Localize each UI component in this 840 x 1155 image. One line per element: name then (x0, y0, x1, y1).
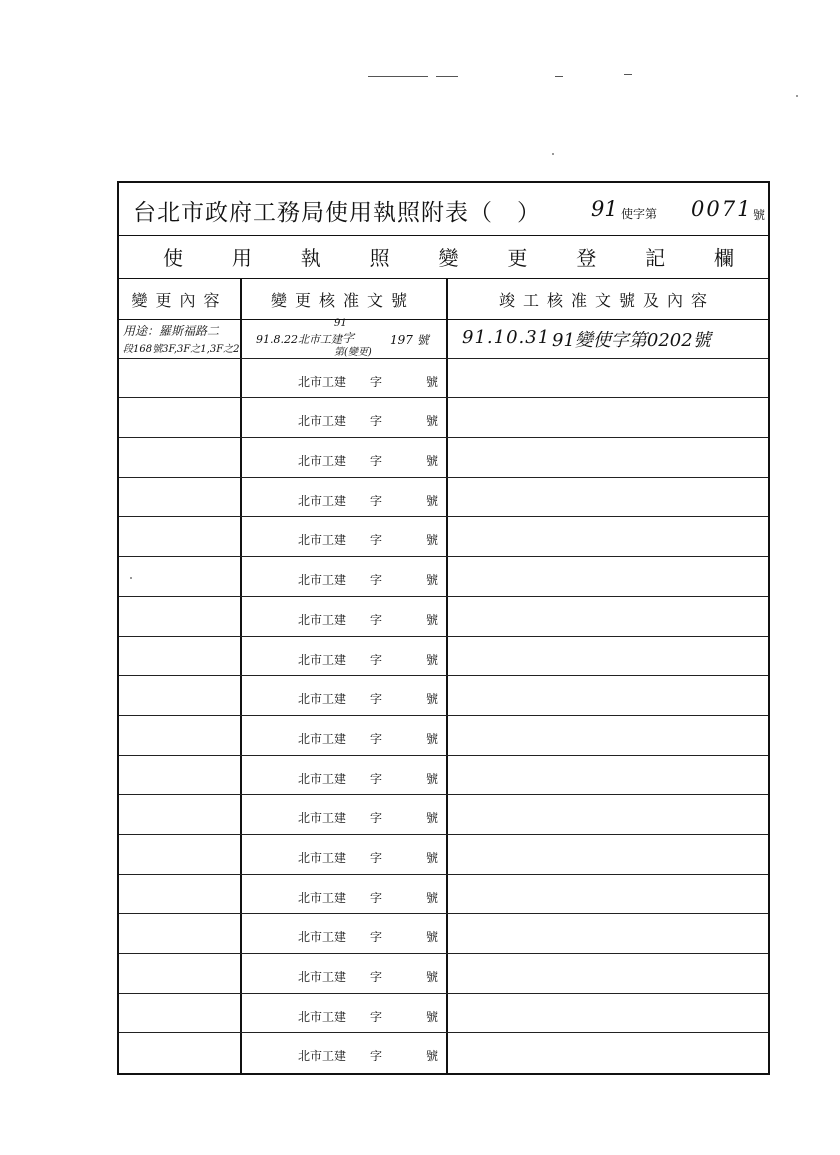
completion-cell (446, 795, 768, 834)
row-prefix: 北市工建 (298, 414, 347, 429)
row-prefix: 北市工建 (298, 493, 347, 508)
row-hao: 號 (426, 454, 439, 469)
completion-cell (446, 676, 768, 715)
row-prefix: 北市工建 (298, 811, 347, 826)
change-content-cell (119, 954, 240, 993)
row-prefix: 北市工建 (298, 454, 347, 469)
row-hao: 號 (426, 731, 439, 746)
approval-number-cell (240, 676, 446, 715)
table-row (119, 954, 768, 994)
handwritten-content-line1: 用途：羅斯福路二 (123, 324, 220, 338)
row-zi: 字 (370, 731, 383, 746)
handwritten-content-line2: 段168號3F,3F之1,3F之2 (123, 344, 240, 355)
row-hao: 號 (426, 1049, 439, 1064)
change-register-heading (119, 235, 768, 279)
table-row (119, 637, 768, 677)
row-zi: 字 (370, 493, 383, 508)
row-zi: 字 (370, 652, 383, 667)
change-content-cell (119, 438, 240, 477)
approval-number-cell (240, 478, 446, 517)
approval-number-cell (240, 875, 446, 914)
change-content-cell (119, 319, 240, 358)
handwritten-approval-note: 第(變更) (334, 347, 372, 358)
row-hao: 號 (426, 811, 439, 826)
header-completion-approval: 竣工核准文號及內容 (498, 290, 715, 310)
usage-license-attachment-form (117, 181, 770, 1075)
completion-cell (446, 398, 768, 437)
approval-number-cell (240, 795, 446, 834)
completion-cell (446, 835, 768, 874)
change-content-cell (119, 835, 240, 874)
row-prefix: 北市工建 (298, 692, 347, 707)
completion-cell (446, 359, 768, 398)
change-content-cell (119, 517, 240, 556)
table-row (119, 517, 768, 557)
change-content-cell (119, 597, 240, 636)
table-row (119, 319, 768, 359)
row-hao: 號 (426, 771, 439, 786)
heading-char: 變 (438, 246, 459, 270)
column-header-row (119, 279, 768, 320)
row-hao: 號 (426, 573, 439, 588)
completion-cell (446, 994, 768, 1033)
row-prefix: 北市工建 (298, 652, 347, 667)
header-change-approval-no: 變更核准文號 (270, 290, 415, 310)
row-hao: 號 (426, 930, 439, 945)
completion-cell (446, 517, 768, 556)
completion-cell (446, 716, 768, 755)
handwritten-serial: 0071 (691, 197, 753, 221)
form-title-row (119, 183, 768, 236)
table-row (119, 1033, 768, 1073)
handwritten-approval-number: 197 號 (390, 333, 429, 347)
row-prefix: 北市工建 (298, 771, 347, 786)
heading-char: 使 (163, 246, 183, 270)
heading-char: 照 (369, 246, 390, 270)
heading-char: 記 (645, 246, 666, 270)
row-prefix: 北市工建 (298, 1049, 347, 1064)
handwritten-completion-date: 91.10.31 (462, 327, 551, 348)
approval-number-cell (240, 438, 446, 477)
row-zi: 字 (370, 533, 383, 548)
change-content-cell (119, 676, 240, 715)
row-zi: 字 (370, 414, 383, 429)
heading-char: 更 (507, 246, 528, 270)
form-title: 台北市政府工務局使用執照附表（ ） (133, 200, 541, 226)
row-hao: 號 (426, 850, 439, 865)
row-zi: 字 (370, 374, 383, 389)
completion-cell (446, 954, 768, 993)
completion-cell (446, 438, 768, 477)
row-hao: 號 (426, 533, 439, 548)
row-prefix: 北市工建 (298, 1009, 347, 1024)
header-change-content: 變更內容 (131, 290, 228, 310)
heading-char: 用 (231, 246, 252, 270)
handwritten-year: 91 (591, 197, 618, 221)
change-content-cell (119, 557, 240, 596)
row-zi: 字 (370, 850, 383, 865)
approval-number-cell (240, 954, 446, 993)
row-hao: 號 (426, 493, 439, 508)
table-row (119, 716, 768, 756)
completion-cell (446, 637, 768, 676)
change-content-cell (119, 994, 240, 1033)
row-hao: 號 (426, 692, 439, 707)
heading-char: 執 (300, 246, 321, 270)
approval-number-cell (240, 359, 446, 398)
row-prefix: 北市工建 (298, 533, 347, 548)
completion-cell (446, 875, 768, 914)
table-row (119, 597, 768, 637)
register-rows (119, 319, 768, 1073)
row-prefix: 北市工建 (298, 850, 347, 865)
row-zi: 字 (370, 573, 383, 588)
approval-number-cell (240, 914, 446, 953)
row-zi: 字 (370, 811, 383, 826)
row-zi: 字 (370, 692, 383, 707)
row-hao: 號 (426, 612, 439, 627)
row-zi: 字 (370, 890, 383, 905)
change-content-cell (119, 875, 240, 914)
row-zi: 字 (370, 1009, 383, 1024)
row-zi: 字 (370, 771, 383, 786)
completion-cell (446, 1033, 768, 1073)
table-row (119, 875, 768, 915)
approval-number-cell (240, 716, 446, 755)
approval-number-cell (240, 398, 446, 437)
row-prefix: 北市工建 (298, 890, 347, 905)
handwritten-approval-year: 91 (334, 318, 347, 329)
completion-cell (446, 319, 768, 358)
row-zi: 字 (370, 930, 383, 945)
heading-char: 登 (576, 246, 597, 270)
license-word-label: 使字第 (621, 207, 658, 221)
change-content-cell (119, 478, 240, 517)
change-content-cell (119, 756, 240, 795)
approval-number-cell (240, 557, 446, 596)
row-zi: 字 (370, 612, 383, 627)
row-prefix: 北市工建 (298, 612, 347, 627)
row-zi: 字 (370, 1049, 383, 1064)
approval-number-cell (240, 597, 446, 636)
heading-char: 欄 (714, 246, 734, 270)
change-content-cell (119, 716, 240, 755)
table-row (119, 835, 768, 875)
change-content-cell (119, 398, 240, 437)
completion-cell (446, 597, 768, 636)
handwritten-completion-number: 91變使字第0202號 (552, 330, 711, 351)
table-row (119, 914, 768, 954)
completion-cell (446, 478, 768, 517)
handwritten-approval-date: 91.8.22北市工建 (256, 333, 342, 346)
approval-number-cell (240, 756, 446, 795)
table-row (119, 557, 768, 597)
row-zi: 字 (370, 970, 383, 984)
table-row (119, 359, 768, 399)
approval-number-cell (240, 1033, 446, 1073)
approval-number-cell (240, 994, 446, 1033)
table-row (119, 438, 768, 478)
completion-cell (446, 557, 768, 596)
table-row (119, 756, 768, 796)
number-suffix: 號 (753, 208, 766, 222)
row-prefix: 北市工建 (298, 573, 347, 588)
change-content-cell (119, 637, 240, 676)
table-row (119, 398, 768, 438)
row-prefix: 北市工建 (298, 930, 347, 945)
approval-number-cell (240, 637, 446, 676)
row-hao: 號 (426, 1009, 439, 1024)
approval-number-cell (240, 517, 446, 556)
table-row (119, 676, 768, 716)
row-hao: 號 (426, 890, 439, 905)
row-hao: 號 (426, 414, 439, 429)
change-content-cell (119, 795, 240, 834)
row-hao: 號 (426, 374, 439, 389)
completion-cell (446, 914, 768, 953)
row-hao: 號 (426, 970, 439, 984)
approval-number-cell (240, 319, 446, 358)
change-content-cell (119, 914, 240, 953)
row-prefix: 北市工建 (298, 374, 347, 389)
table-row (119, 795, 768, 835)
table-row (119, 994, 768, 1034)
table-row (119, 478, 768, 518)
row-hao: 號 (426, 652, 439, 667)
row-prefix: 北市工建 (298, 970, 347, 984)
row-zi: 字 (370, 454, 383, 469)
approval-number-cell (240, 835, 446, 874)
approval-zi: 字 (342, 331, 355, 345)
completion-cell (446, 756, 768, 795)
change-content-cell (119, 1033, 240, 1073)
row-prefix: 北市工建 (298, 731, 347, 746)
change-content-cell (119, 359, 240, 398)
